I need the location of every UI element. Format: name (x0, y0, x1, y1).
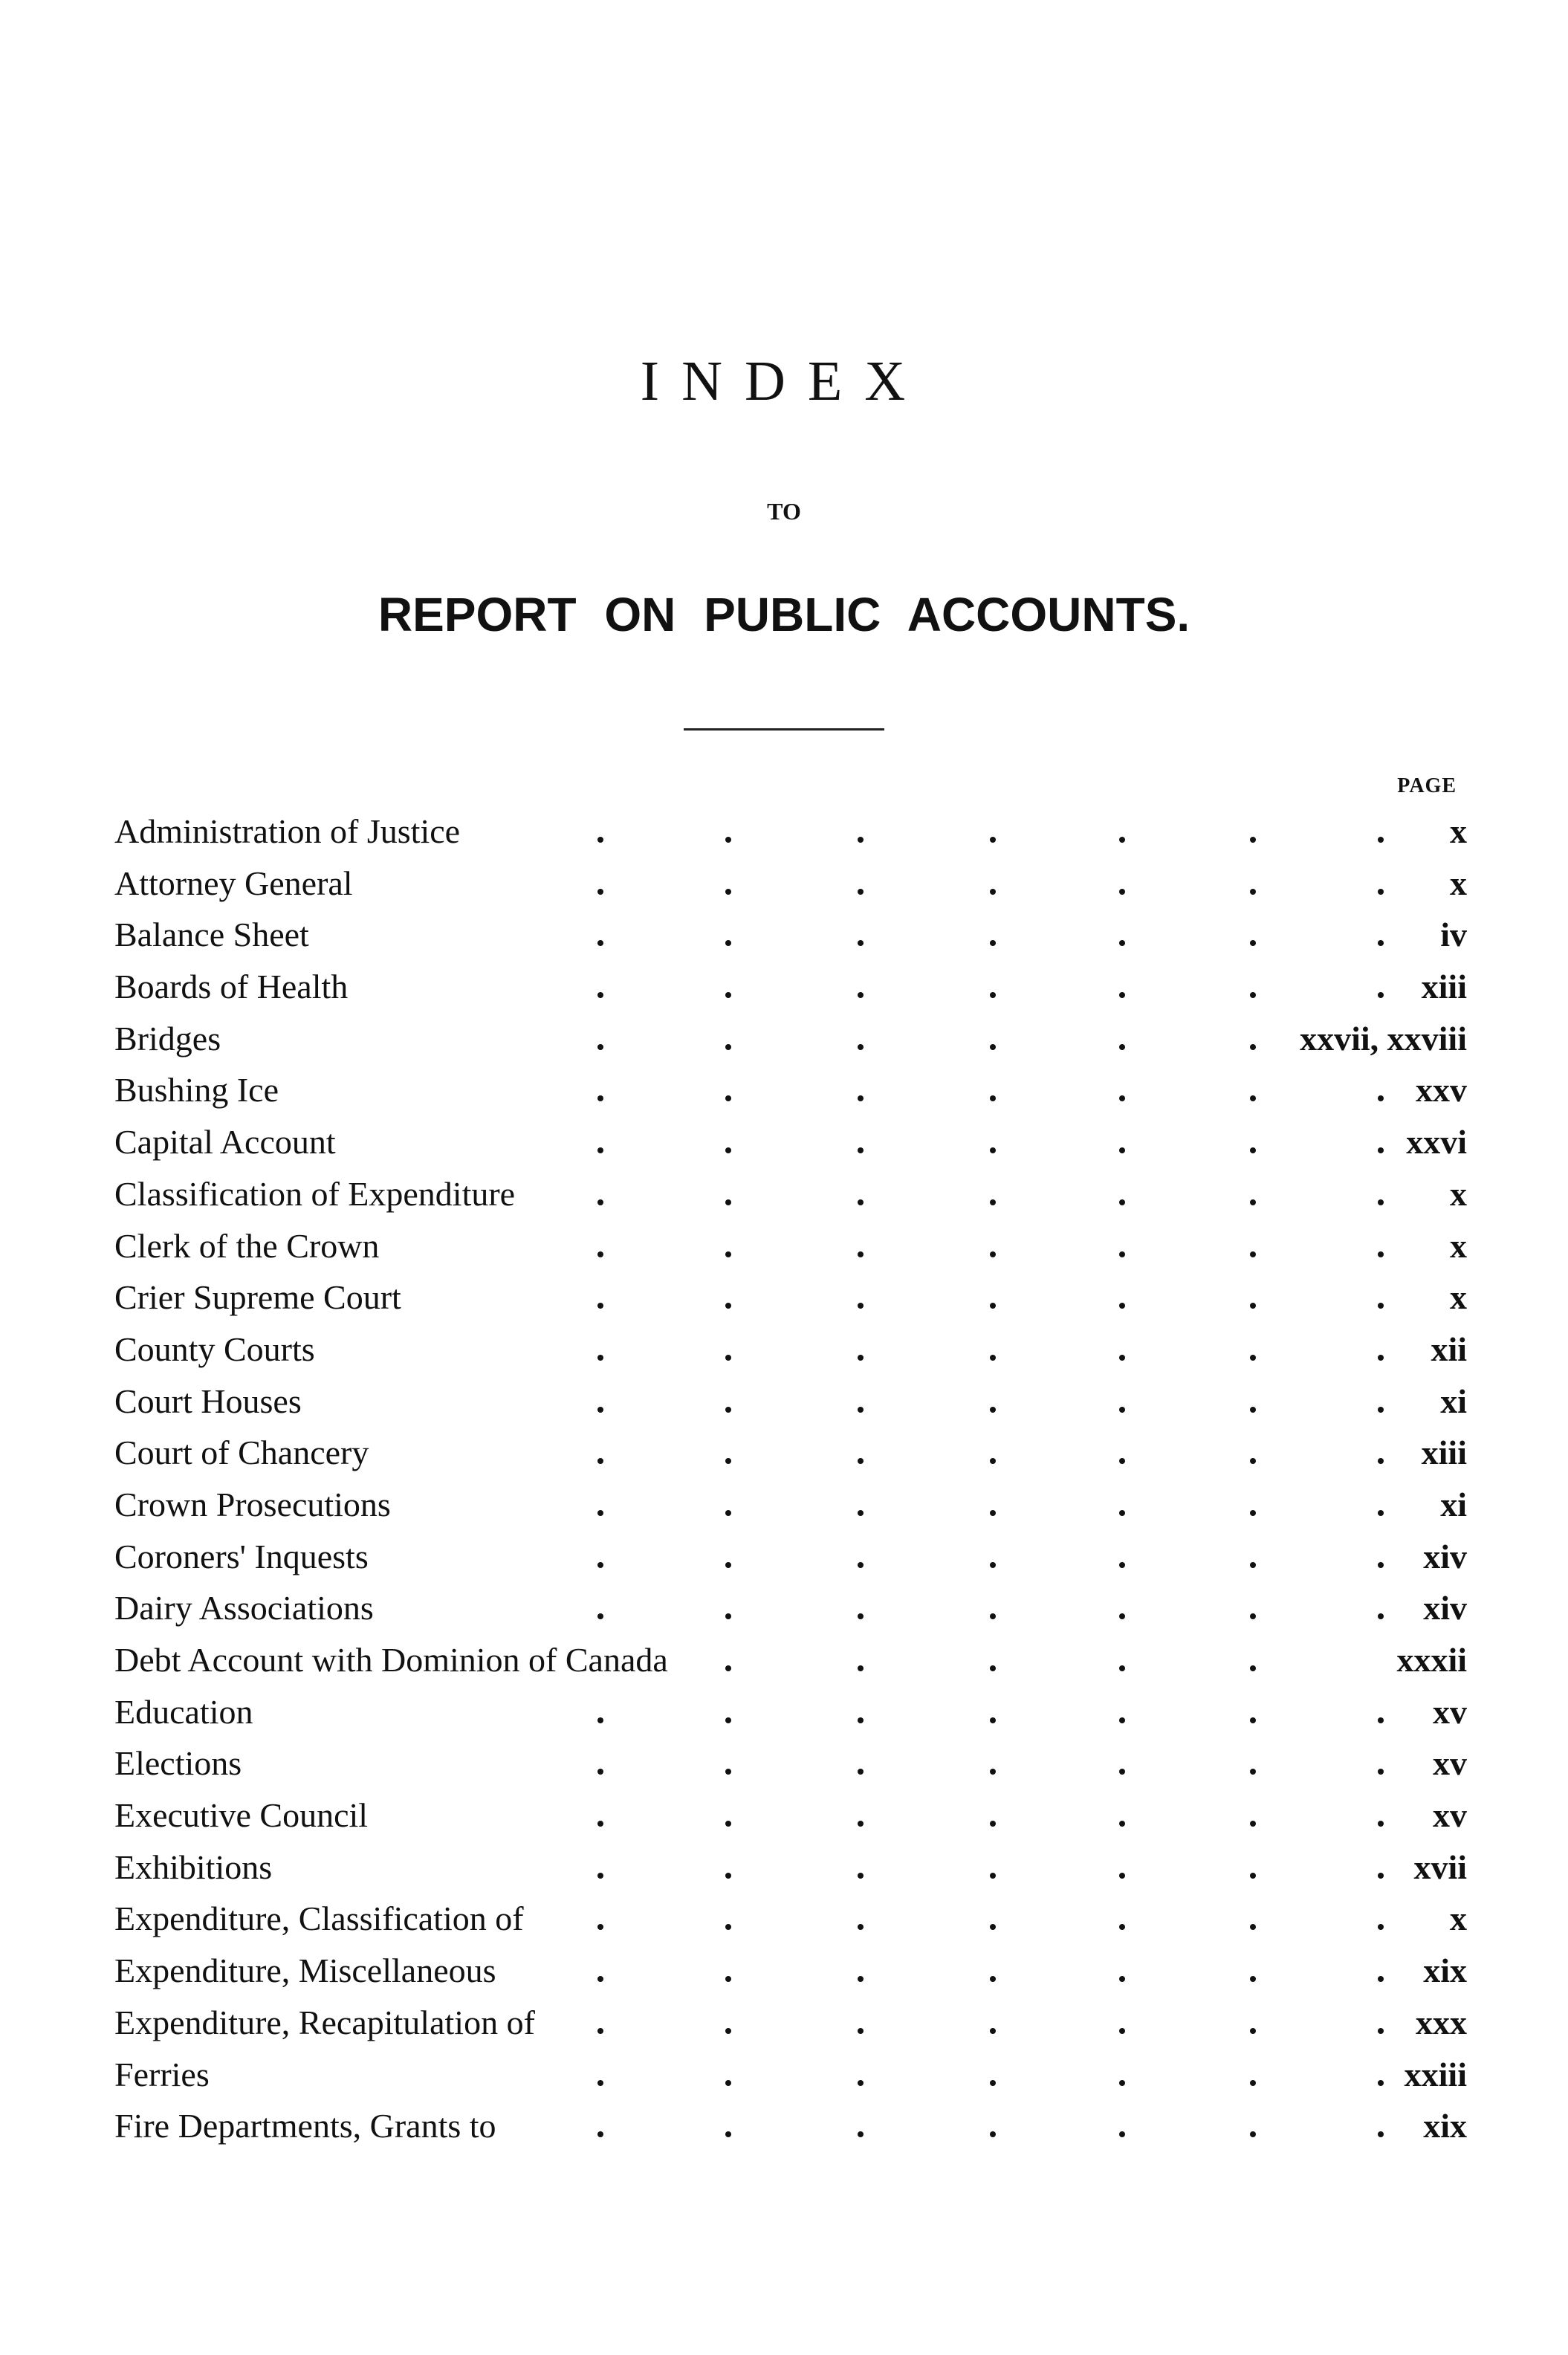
entry-page-number: xvii (1413, 1847, 1467, 1886)
dot-leader (114, 1427, 1467, 1479)
leader-dot (858, 940, 864, 946)
leader-dot (725, 1510, 731, 1516)
leader-dot (990, 889, 996, 895)
leader-dot (990, 1095, 996, 1101)
leader-dot (858, 1924, 864, 1930)
leader-dot (858, 1147, 864, 1153)
leader-dot (725, 1613, 731, 1619)
leader-dot (1378, 1924, 1384, 1930)
leader-dot (990, 1355, 996, 1361)
leader-dot (990, 1924, 996, 1930)
entry-page-number: x (1450, 1899, 1467, 1938)
leader-dot (1119, 940, 1125, 946)
leader-dot (1250, 992, 1256, 998)
entry-label: Balance Sheet (114, 916, 309, 954)
entry-page-number: xxx (1416, 2003, 1467, 2041)
index-entry (114, 1168, 1467, 1220)
leader-dot (1119, 2028, 1125, 2034)
leader-dot (1250, 1665, 1256, 1671)
index-entry (114, 1582, 1467, 1634)
entry-page-number: x (1450, 1174, 1467, 1213)
leader-dot (1250, 1873, 1256, 1879)
leader-dot (1250, 1147, 1256, 1153)
entry-page-number: xv (1433, 1744, 1467, 1783)
leader-dot (1378, 1095, 1384, 1101)
leader-dot (858, 2080, 864, 2086)
leader-dot (597, 1873, 603, 1879)
entry-page-number: x (1450, 864, 1467, 902)
entry-page-number: xxv (1416, 1071, 1467, 1110)
entry-label: Exhibitions (114, 1847, 273, 1886)
leader-dot (725, 992, 731, 998)
leader-dot (1378, 1717, 1384, 1723)
leader-dot (1250, 1199, 1256, 1205)
leader-dot (990, 992, 996, 998)
leader-dot (1250, 1458, 1256, 1464)
index-entry (114, 1064, 1467, 1116)
leader-dot (597, 1717, 603, 1723)
leader-dot (1378, 889, 1384, 895)
entry-page-number: xiii (1421, 968, 1467, 1006)
entry-label: Executive Council (114, 1796, 369, 1835)
leader-dot (725, 1251, 731, 1257)
leader-dot (990, 837, 996, 843)
leader-dot (725, 1665, 731, 1671)
dot-leader (114, 1945, 1467, 1997)
leader-dot (990, 1613, 996, 1619)
dot-leader (114, 1168, 1467, 1220)
index-entry (114, 2049, 1467, 2101)
index-entry (114, 1737, 1467, 1789)
leader-dot (597, 1924, 603, 1930)
entry-label: Classification of Expenditure (114, 1174, 516, 1213)
entry-label: Fire Departments, Grants to (114, 2107, 496, 2145)
leader-dot (1119, 1044, 1125, 1050)
entry-page-number: xiii (1421, 1434, 1467, 1472)
index-entry (114, 1324, 1467, 1376)
entry-label: Crier Supreme Court (114, 1278, 401, 1317)
leader-dot (990, 1976, 996, 1982)
title-connector: TO (767, 498, 801, 525)
leader-dot (858, 1510, 864, 1516)
index-entry (114, 806, 1467, 858)
leader-dot (858, 1873, 864, 1879)
leader-dot (990, 1303, 996, 1309)
leader-dot (1250, 1924, 1256, 1930)
leader-dot (597, 1510, 603, 1516)
index-entry (114, 1686, 1467, 1738)
dot-leader (114, 1531, 1467, 1583)
entry-label: Court Houses (114, 1381, 302, 1420)
entry-label: Clerk of the Crown (114, 1226, 380, 1265)
leader-dot (1119, 1199, 1125, 1205)
leader-dot (597, 1613, 603, 1619)
leader-dot (858, 2131, 864, 2137)
index-entry (114, 1841, 1467, 1894)
leader-dot (858, 889, 864, 895)
leader-dot (597, 1095, 603, 1101)
leader-dot (725, 1199, 731, 1205)
leader-dot (1378, 837, 1384, 843)
leader-dot (1378, 1199, 1384, 1205)
entry-label: Expenditure, Classification of (114, 1899, 524, 1938)
leader-dot (858, 1976, 864, 1982)
leader-dot (725, 2131, 731, 2137)
leader-dot (725, 1044, 731, 1050)
entry-page-number: xxvi (1406, 1123, 1467, 1162)
dot-leader (114, 1686, 1467, 1738)
leader-dot (1378, 940, 1384, 946)
leader-dot (990, 1510, 996, 1516)
leader-dot (1250, 1821, 1256, 1827)
leader-dot (1250, 1044, 1256, 1050)
leader-dot (990, 1562, 996, 1568)
leader-dot (1119, 1665, 1125, 1671)
index-entry (114, 1634, 1467, 1686)
leader-dot (858, 837, 864, 843)
leader-dot (858, 1665, 864, 1671)
leader-dot (1378, 1613, 1384, 1619)
dot-leader (114, 909, 1467, 961)
dot-leader (114, 1272, 1467, 1324)
entry-label: Education (114, 1692, 253, 1731)
leader-dot (597, 992, 603, 998)
leader-dot (1250, 1303, 1256, 1309)
leader-dot (597, 1199, 603, 1205)
dot-leader (114, 1737, 1467, 1789)
index-entry (114, 2100, 1467, 2152)
entry-label: Crown Prosecutions (114, 1485, 391, 1523)
index-entry (114, 1997, 1467, 2049)
leader-dot (1250, 2080, 1256, 2086)
leader-dot (597, 1303, 603, 1309)
leader-dot (858, 2028, 864, 2034)
index-entry (114, 1427, 1467, 1479)
entry-label: Dairy Associations (114, 1589, 374, 1627)
leader-dot (1378, 992, 1384, 998)
leader-dot (597, 1251, 603, 1257)
leader-dot (990, 2080, 996, 2086)
index-entry (114, 1272, 1467, 1324)
leader-dot (1119, 1717, 1125, 1723)
entry-page-number: xi (1440, 1485, 1467, 1523)
entry-label: Bushing Ice (114, 1071, 279, 1110)
index-entries (114, 806, 1467, 2152)
entry-page-number: xix (1423, 2107, 1467, 2145)
leader-dot (725, 1562, 731, 1568)
leader-dot (1378, 1147, 1384, 1153)
leader-dot (1378, 1976, 1384, 1982)
leader-dot (725, 1147, 731, 1153)
dot-leader (114, 806, 1467, 858)
leader-dot (990, 1458, 996, 1464)
leader-dot (725, 1303, 731, 1309)
leader-dot (1119, 1407, 1125, 1413)
leader-dot (1378, 1251, 1384, 1257)
entry-page-number: xxiii (1404, 2055, 1467, 2093)
leader-dot (1119, 1924, 1125, 1930)
index-entry (114, 1531, 1467, 1583)
leader-dot (725, 1976, 731, 1982)
leader-dot (1119, 837, 1125, 843)
entry-page-number: xxxii (1396, 1641, 1467, 1679)
leader-dot (725, 1407, 731, 1413)
leader-dot (597, 889, 603, 895)
entry-label: Attorney General (114, 864, 353, 902)
leader-dot (1378, 1303, 1384, 1309)
leader-dot (858, 1458, 864, 1464)
leader-dot (1250, 1251, 1256, 1257)
leader-dot (858, 1199, 864, 1205)
leader-dot (990, 2028, 996, 2034)
page-title: INDEX (640, 350, 928, 412)
entry-label: Debt Account with Dominion of Canada (114, 1641, 668, 1679)
dot-leader (114, 1013, 1467, 1065)
leader-dot (990, 940, 996, 946)
entry-label: Administration of Justice (114, 812, 461, 850)
leader-dot (1119, 1251, 1125, 1257)
title-divider (684, 728, 884, 731)
leader-dot (1119, 1821, 1125, 1827)
leader-dot (1378, 1821, 1384, 1827)
page-column-header: PAGE (1397, 774, 1457, 797)
leader-dot (1378, 2028, 1384, 2034)
leader-dot (1250, 1976, 1256, 1982)
leader-dot (1119, 2080, 1125, 2086)
leader-dot (858, 1303, 864, 1309)
leader-dot (990, 1873, 996, 1879)
leader-dot (725, 1095, 731, 1101)
leader-dot (990, 1665, 996, 1671)
leader-dot (1119, 1976, 1125, 1982)
page-subtitle: REPORT ON PUBLIC ACCOUNTS. (378, 588, 1190, 641)
dot-leader (114, 1582, 1467, 1634)
leader-dot (597, 2028, 603, 2034)
leader-dot (990, 2131, 996, 2137)
entry-page-number: xv (1433, 1692, 1467, 1731)
dot-leader (114, 1376, 1467, 1428)
leader-dot (1378, 1407, 1384, 1413)
index-entry (114, 1789, 1467, 1841)
entry-page-number: xix (1423, 1951, 1467, 1990)
leader-dot (725, 2028, 731, 2034)
leader-dot (725, 1873, 731, 1879)
index-entry (114, 961, 1467, 1013)
entry-label: Expenditure, Recapitulation of (114, 2003, 535, 2041)
leader-dot (990, 1147, 996, 1153)
leader-dot (858, 1251, 864, 1257)
leader-dot (1378, 1769, 1384, 1775)
leader-dot (990, 1251, 996, 1257)
entry-label: Ferries (114, 2055, 210, 2093)
leader-dot (1119, 889, 1125, 895)
leader-dot (990, 1821, 996, 1827)
leader-dot (1119, 1510, 1125, 1516)
leader-dot (597, 837, 603, 843)
leader-dot (1250, 1355, 1256, 1361)
leader-dot (597, 940, 603, 946)
leader-dot (858, 1095, 864, 1101)
entry-label: Expenditure, Miscellaneous (114, 1951, 496, 1990)
leader-dot (1250, 1510, 1256, 1516)
leader-dot (858, 1613, 864, 1619)
leader-dot (1378, 2131, 1384, 2137)
entry-page-number: xiv (1423, 1537, 1467, 1575)
leader-dot (1378, 1562, 1384, 1568)
leader-dot (1119, 1562, 1125, 1568)
leader-dot (1119, 1613, 1125, 1619)
leader-dot (725, 2080, 731, 2086)
leader-dot (1250, 1613, 1256, 1619)
dot-leader (114, 858, 1467, 910)
leader-dot (990, 1407, 996, 1413)
leader-dot (1119, 2131, 1125, 2137)
leader-dot (725, 1924, 731, 1930)
entry-label: County Courts (114, 1329, 315, 1368)
leader-dot (1250, 2131, 1256, 2137)
leader-dot (1119, 992, 1125, 998)
leader-dot (1250, 1562, 1256, 1568)
dot-leader (114, 1893, 1467, 1945)
index-entry (114, 1945, 1467, 1997)
dot-leader (114, 1997, 1467, 2049)
entry-page-number: x (1450, 1226, 1467, 1265)
leader-dot (725, 940, 731, 946)
index-entry (114, 858, 1467, 910)
dot-leader (114, 1116, 1467, 1168)
dot-leader (114, 1634, 1467, 1686)
dot-leader (114, 1789, 1467, 1841)
leader-dot (725, 837, 731, 843)
leader-dot (990, 1717, 996, 1723)
leader-dot (597, 1769, 603, 1775)
dot-leader (114, 1324, 1467, 1376)
leader-dot (1119, 1355, 1125, 1361)
entry-page-number: xxvii, xxviii (1300, 1019, 1467, 1057)
leader-dot (1250, 1769, 1256, 1775)
leader-dot (725, 1717, 731, 1723)
dot-leader (114, 1064, 1467, 1116)
leader-dot (1119, 1147, 1125, 1153)
index-entry (114, 1893, 1467, 1945)
index-entry (114, 1479, 1467, 1531)
index-entry (114, 1376, 1467, 1428)
leader-dot (725, 1769, 731, 1775)
entry-page-number: x (1450, 812, 1467, 850)
leader-dot (858, 1355, 864, 1361)
entry-label: Capital Account (114, 1123, 336, 1162)
leader-dot (1250, 2028, 1256, 2034)
leader-dot (725, 1355, 731, 1361)
leader-dot (990, 1044, 996, 1050)
leader-dot (1119, 1303, 1125, 1309)
leader-dot (597, 2080, 603, 2086)
leader-dot (1119, 1458, 1125, 1464)
leader-dot (1119, 1095, 1125, 1101)
dot-leader (114, 1479, 1467, 1531)
leader-dot (858, 992, 864, 998)
leader-dot (725, 1821, 731, 1827)
leader-dot (597, 1407, 603, 1413)
dot-leader (114, 1841, 1467, 1894)
leader-dot (1119, 1873, 1125, 1879)
entry-label: Coroners' Inquests (114, 1537, 369, 1575)
dot-leader (114, 2100, 1467, 2152)
entry-page-number: xiv (1423, 1589, 1467, 1627)
leader-dot (597, 1458, 603, 1464)
leader-dot (990, 1199, 996, 1205)
entry-label: Bridges (114, 1019, 221, 1057)
entry-page-number: xv (1433, 1796, 1467, 1835)
entry-page-number: x (1450, 1278, 1467, 1317)
entry-label: Elections (114, 1744, 242, 1783)
leader-dot (1250, 1717, 1256, 1723)
leader-dot (1250, 889, 1256, 895)
leader-dot (1250, 1407, 1256, 1413)
leader-dot (858, 1769, 864, 1775)
dot-leader (114, 1220, 1467, 1272)
leader-dot (725, 889, 731, 895)
leader-dot (1119, 1769, 1125, 1775)
dot-leader (114, 2049, 1467, 2101)
leader-dot (1250, 1095, 1256, 1101)
leader-dot (1250, 940, 1256, 946)
index-entry (114, 1220, 1467, 1272)
leader-dot (1378, 1355, 1384, 1361)
leader-dot (597, 1976, 603, 1982)
leader-dot (597, 1147, 603, 1153)
leader-dot (597, 1821, 603, 1827)
leader-dot (597, 2131, 603, 2137)
index-entry (114, 909, 1467, 961)
leader-dot (858, 1717, 864, 1723)
leader-dot (1378, 1873, 1384, 1879)
dot-leader (114, 961, 1467, 1013)
leader-dot (990, 1769, 996, 1775)
entry-label: Court of Chancery (114, 1434, 369, 1472)
leader-dot (725, 1458, 731, 1464)
index-entry (114, 1116, 1467, 1168)
leader-dot (858, 1407, 864, 1413)
leader-dot (858, 1044, 864, 1050)
leader-dot (597, 1562, 603, 1568)
leader-dot (1378, 1510, 1384, 1516)
index-entry (114, 1013, 1467, 1065)
entry-page-number: xii (1431, 1329, 1467, 1368)
leader-dot (597, 1355, 603, 1361)
entry-label: Boards of Health (114, 968, 349, 1006)
leader-dot (858, 1821, 864, 1827)
entry-page-number: xi (1440, 1381, 1467, 1420)
leader-dot (1378, 2080, 1384, 2086)
leader-dot (597, 1044, 603, 1050)
entry-page-number: iv (1440, 916, 1467, 954)
leader-dot (858, 1562, 864, 1568)
leader-dot (1378, 1458, 1384, 1464)
leader-dot (1250, 837, 1256, 843)
